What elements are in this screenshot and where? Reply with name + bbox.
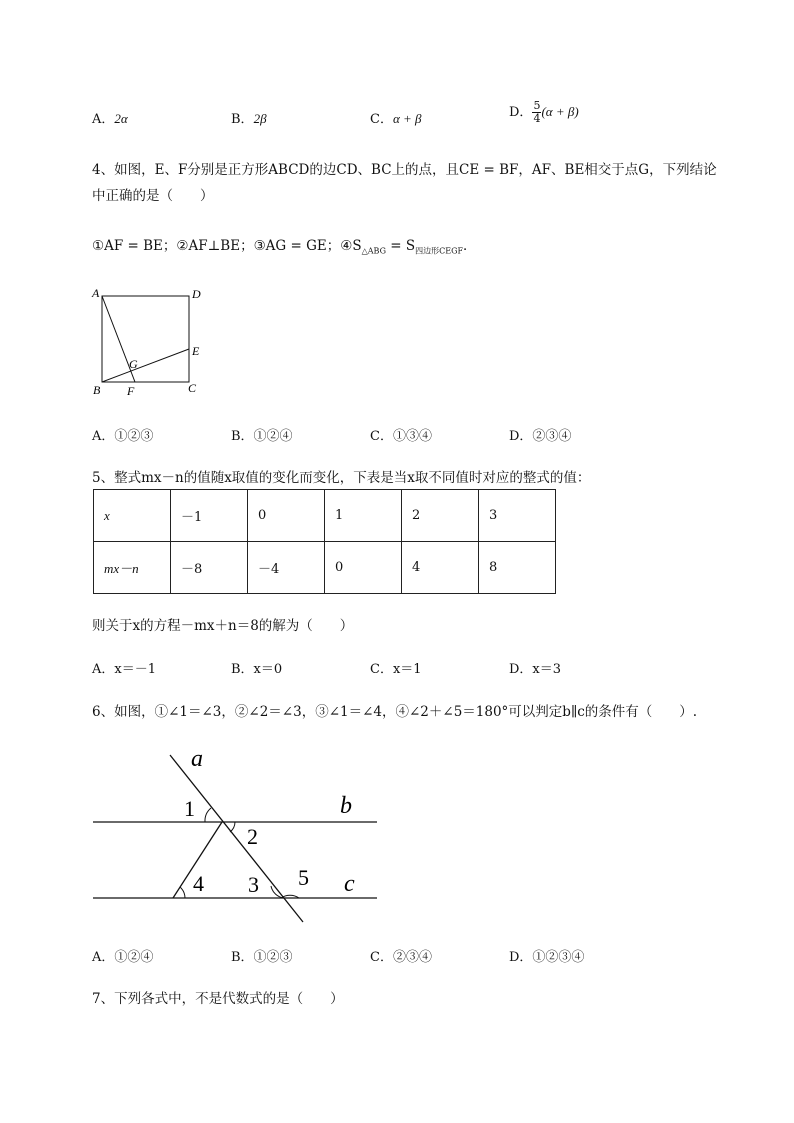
q5-option-b: B．x＝0 [231, 662, 283, 677]
q4-option-c: C．①③④ [370, 429, 432, 444]
table-cell: 0 [248, 490, 325, 542]
q4-option-b: B．①②④ [231, 429, 293, 444]
label-3: 3 [248, 872, 259, 897]
q3-option-c: C．α + β [370, 111, 422, 127]
label-d: D [192, 287, 201, 301]
table-cell: －8 [171, 542, 248, 594]
value-table [93, 489, 556, 594]
q6-option-b: B．①②③ [231, 950, 293, 965]
label-4: 4 [193, 871, 204, 896]
label-1: 1 [184, 796, 195, 821]
table-cell: 0 [325, 542, 402, 594]
label-e: E [192, 344, 200, 358]
q6-option-c: C．②③④ [370, 950, 432, 965]
angle-1-arc [205, 808, 211, 822]
q3-option-b: B．2β [231, 111, 267, 127]
q3-option-a: A．2α [92, 111, 128, 127]
label-2: 2 [247, 824, 258, 849]
table-cell: 2 [402, 490, 479, 542]
label-c: c [344, 871, 355, 897]
segment-be [102, 349, 189, 382]
q4-stem-line2: 中正确的是（ ） [92, 188, 214, 204]
q5-option-d: D．x＝3 [509, 662, 562, 677]
table-cell: 1 [325, 490, 402, 542]
parallel-lines-figure [85, 740, 385, 930]
q6-stem: 6、如图，①∠1＝∠3，②∠2＝∠3，③∠1＝∠4，④∠2＋∠5＝180°可以判定b∥c的条件有（ ）. [92, 704, 698, 720]
table-cell: 4 [402, 542, 479, 594]
q4-stem-line1: 4、如图，E、F分别是正方形ABCD的边CD、BC上的点，且CE = BF，AF、BE相交于点G，下列结论 [92, 162, 717, 178]
table-header-expr: mx－n [94, 542, 171, 594]
label-5: 5 [298, 865, 309, 890]
q4-option-d: D．②③④ [509, 429, 572, 444]
q4-option-a: A．①②③ [92, 429, 154, 444]
q5-question: 则关于x的方程－mx＋n＝8的解为（ ） [92, 618, 354, 634]
table-cell: －1 [171, 490, 248, 542]
table-cell: －4 [248, 542, 325, 594]
table-row [94, 490, 556, 542]
fraction: $\frac{5}{4}$ [533, 99, 541, 125]
angle-4-arc [180, 887, 185, 898]
label-b: b [340, 793, 352, 819]
square-abcd-figure [85, 282, 210, 400]
q7-stem: 7、下列各式中，不是代数式的是（ ） [92, 991, 344, 1007]
q6-option-d: D．①②③④ [509, 950, 585, 965]
q3-option-d: D． $\frac{5}{4}$ (α + β) [509, 99, 579, 125]
q5-option-a: A．x＝－1 [92, 662, 156, 677]
table-cell: 3 [479, 490, 556, 542]
table-row [94, 542, 556, 594]
table-header-x: x [94, 490, 171, 542]
q6-option-a: A．①②④ [92, 950, 154, 965]
label-c: C [188, 381, 197, 395]
label-b: B [93, 383, 101, 397]
label-a: a [191, 746, 203, 772]
label-g: G [129, 357, 138, 371]
square-outline [102, 296, 189, 382]
q5-option-c: C．x＝1 [370, 662, 422, 677]
label-f: F [127, 384, 135, 398]
q5-stem: 5、整式mx－n的值随x取值的变化而变化，下表是当x取不同值时对应的整式的值： [92, 470, 591, 486]
label-a: A [92, 286, 100, 300]
q4-statements: ①AF = BE；②AF⊥BE；③AG = GE；$④S_{\triangle ABG} = S_{四边形CEGF}$． [92, 238, 477, 256]
table-cell: 8 [479, 542, 556, 594]
